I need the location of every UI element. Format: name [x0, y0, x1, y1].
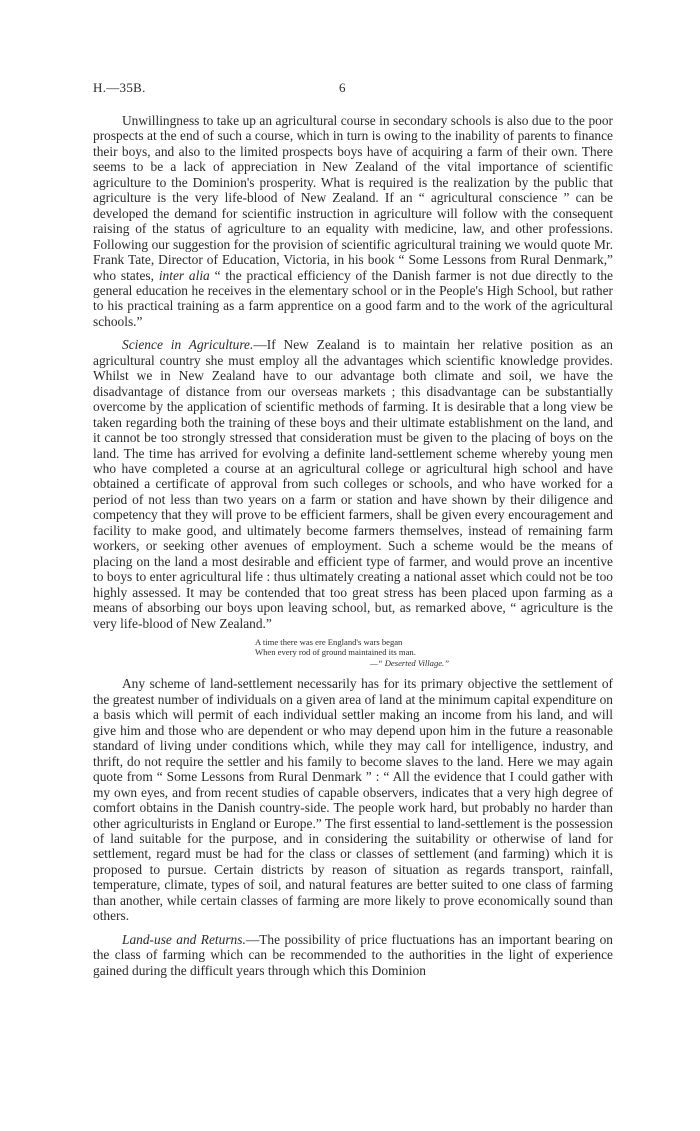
paragraph-land-settlement: [93, 676, 613, 923]
paragraph-text: —If New Zealand is to maintain her relative position as an agricultural country she must employ all the advantages which scientific knowledge provides. Whilst we in New Zealand have to our advantage both climate and soil, we have the disadvantage of distance from our overseas markets ; this disadvantage can be substantially overcome by the application of scientific methods of farming. It is desirable that a long view be taken regarding both the training of these boys and their ultimate establishment on the land, and it cannot be too strongly stressed that consideration must be given to the placing of boys on the land. The time has arrived for evolving a definite land-settlement scheme whereby young men who have completed a course at an agricultural college or agricultural high school and have obtained a certificate of approval from such colleges or schools, and who have worked for a period of not less than two years on a farm or station and have shown by their diligence and competency that they will prove to be efficient farmers, shall be given every encouragement and facility to make good, and ultimately become farmers themselves, instead of remaining farm workers, or seeking other avenues of employment. Such a scheme would be the means of placing on the land a most desirable and efficient type of farmer, and would prove an incentive to boys to enter agricultural life : thus ultimately creating a national asset which could not be too highly assessed. It may be contended that too great stress has been placed upon farming as a means of absorbing our boys upon leaving school, but, as remarked above, “ agriculture is the very life-blood of New Zealand.”: [93, 337, 613, 631]
page-header: [93, 80, 613, 98]
paragraph-text: Unwillingness to take up an agricultural course in secondary schools is also due to the poor prospects at the end of such a course, which in turn is owing to the inability of parents to finance their boys, and also to the limited prospects boys have of acquiring a farm of their own. There seems to be a lack of appreciation in New Zealand of the vital importance of scientific agriculture to the Dominion's prosperity. What is required is the realization by the public that agriculture is the very life-blood of New Zealand. If an “ agricultural conscience ” can be developed the demand for scientific instruction in agriculture will follow with the consequent raising of the status of agriculture to an equality with medicine, law, and other professions. Following our suggestion for the provision of scientific agricultural training we would quote Mr. Frank Tate, Director of Education, Victoria, in his book “ Some Lessons from Rural Denmark,” who states,: [93, 113, 613, 283]
paragraph-text: Any scheme of land-settlement necessarily has for its primary objective the settlement of the greatest number of individuals on a given area of land at the minimum capital expenditure on a basis which will permit of each individual settler making an income from his land, and will give him and those who are dependent or who may depend upon him in the future a reasonable standard of living under conditions which, while they may call for intelligence, industry, and thrift, do not require the settler and his family to become slaves to the land. Here we may again quote from “ Some Lessons from Rural Denmark ” : “ All the evidence that I could gather with my own eyes, and from recent studies of capable observers, indicates that a very high degree of comfort obtains in the Danish country-side. The people work hard, but probably no harder than other agriculturists in England or Europe.” The first essential to land-settlement is the possession of land suitable for the purpose, and in considering the suitability or otherwise of land for settlement, regard must be had for the class or classes of settlement (and farming) which it is proposed to pursue. Certain districts by reason of situation as regards transport, rainfall, temperature, climate, types of soil, and natural features are better suited to one class of farming than another, while certain classes of farming are more likely to prove economically sound than others.: [93, 676, 613, 924]
paragraph-agricultural-courses: [93, 113, 613, 329]
paragraph-text: —The possibility of price fluctuations has an important bearing on the class of farming which can be recommended to the authorities in the light of experience gained during the difficult years through which this Dominion: [93, 931, 613, 978]
document-reference: H.—35B.: [93, 80, 146, 95]
body-text: [93, 113, 613, 978]
paragraph-land-use: [93, 932, 613, 978]
section-heading: Land-use and Returns.: [122, 931, 246, 947]
verse-line: A time there was ere England's wars began: [255, 636, 403, 647]
italic-phrase: inter alia: [158, 267, 210, 283]
paragraph-text: “ the practical efficiency of the Danish farmer is not due directly to the general education he receives in the elementary school or in the People's High School, but rather to his practical training as a farm apprentice on a good farm and to the work of the agricultural schools.”: [93, 267, 613, 329]
section-heading: Science in Agriculture.: [122, 337, 254, 353]
page-number: 6: [339, 80, 346, 95]
verse-line: When every rod of ground maintained its man.: [255, 647, 416, 658]
verse-attribution: —“ Deserted Village.”: [370, 657, 449, 668]
paragraph-science-in-agriculture: [93, 337, 613, 631]
verse-quotation: [255, 637, 613, 669]
